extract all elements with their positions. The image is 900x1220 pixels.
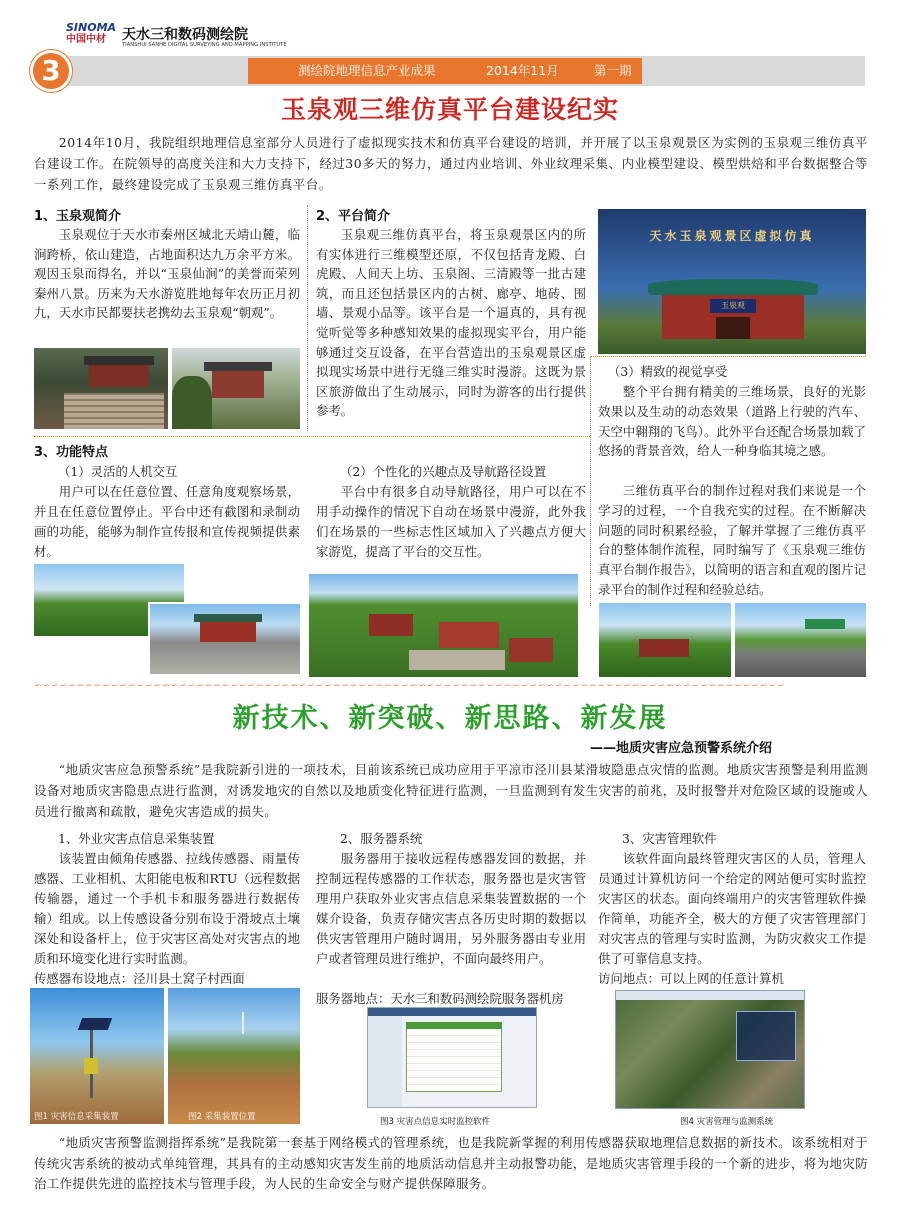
ornament-separator: ∽∽∽∽∽∽∽∽∽∽∽∽∽∽∽∽∽∽∽∽∽∽∽∽∽∽∽∽∽∽∽∽∽∽∽∽∽∽∽∽∽∽∽∽∽∽∽∽∽∽∽∽∽∽∽∽∽∽∽∽∽∽∽∽∽∽∽∽∽∽∽∽∽∽∽∽∽∽∽∽∽∽∽∽∽∽∽∽ [34, 681, 786, 691]
f3-title: （3）精致的视觉享受 [608, 364, 728, 379]
complex-hall-1 [369, 614, 413, 636]
c1-heading: 1、外业灾害点信息采集装置 [58, 831, 215, 846]
tree-shape [172, 376, 212, 429]
sw-titlebar [368, 1008, 537, 1016]
article1-title: 玉泉观三维仿真平台建设纪实 [280, 95, 619, 124]
gis-titlebar [616, 991, 805, 1000]
c2-heading: 2、服务器系统 [340, 831, 423, 846]
gis-panel [736, 1011, 796, 1061]
article2-conclusion: “地质灾害预警监测指挥系统”是我院第一套基于网络模式的管理系统，也是我院新掌握的利用传感器获取地理信息数据的新技术。该系统相对于传统灾害系统的被动式单纯管理，其具有的主动感知灾害发生前的地质活动信息并主动报警功能，是地质灾害管理手段的一个新的进步，将为地灾防治工作提供先进的监控技术与管理手段，为人民的生命安全与财产提供保障服务。 [34, 1135, 868, 1191]
divider-col2 [590, 356, 591, 606]
sw-header-row [406, 1022, 502, 1029]
photo-sensor-device [30, 988, 164, 1124]
gate-plaque: 玉泉观 [710, 299, 756, 313]
screenshot-gis-system [615, 990, 805, 1109]
c2-location: 服务器地点：天水三和数码测绘院服务器机房 [316, 991, 564, 1006]
c3-heading: 3、灾害管理软件 [622, 831, 717, 846]
plaza-gate-shape [200, 620, 256, 642]
virtual-banner-title: 天水玉泉观景区虚拟仿真 [649, 229, 815, 243]
brand-cn: 中国中材 [66, 34, 106, 45]
article2-subtitle: ——地质灾害应急预警系统介绍 [590, 741, 773, 756]
f2-title: （2）个性化的兴趣点及导航路径设置 [340, 464, 547, 479]
c3-text: 该软件面向最终管理灾害区的人员，管理人员通过计算机访问一个给定的网站便可实时监控灾害区的状态。面向终端用户的灾害管理软件操作简单，功能齐全，极大的方便了灾害管理部门对灾害点的管理与实时监测，为防灾救灾工作提供了可靠信息支持。 [598, 851, 866, 966]
temple-roof-shape [84, 356, 154, 365]
photo-sensor-location [168, 988, 300, 1124]
complex-yard [409, 650, 505, 670]
c1-text: 该装置由倾角传感器、拉线传感器、雨量传感器、工业相机、太阳能电板和RTU（远程数据传输器，通过一个手机卡和服务器进行数据传输）组成。以上传感设备分别布设于滑坡点土壤深处和设备杆上，位于灾害区高处对灾害点的地质和环境变化进行实时监测。 [34, 851, 300, 966]
article1-intro: 2014年10月，我院组织地理信息室部分人员进行了虚拟现实技术和仿真平台建设的培训，并开展了以玉泉观景区为实例的玉泉观三维仿真平台建设工作。在院领导的高度关注和大力支持下，经过30多天的努力，通过内业培训、外业纹理采集、内业模型建设、模型烘焙和平台数据整合等一系列工作，最终建设完成了玉泉观三维仿真平台。 [34, 135, 868, 192]
photo-yuquan-stairs [34, 348, 168, 429]
c2-text: 服务器用于接收远程传感器发回的数据，并控制远程传感器的工作状态，服务器也是灾害管理用户获取外业灾害点信息采集装置数据的一个媒介设备，负责存储灾害点各历史时期的数据以供灾害管理用户随时调用，另外服务器由专业用户或者管理员进行维护，不面向最终用户。 [316, 851, 586, 966]
org-name: 天水三和数码测绘院 [122, 27, 248, 43]
fig3-caption: 图3 灾害点信息实时监控软件 [380, 1117, 491, 1127]
fig4-caption: 图4 灾害管理与监测系统 [680, 1117, 774, 1127]
pavilion-shape [212, 368, 264, 398]
s2-heading: 2、平台简介 [316, 209, 391, 224]
banner-date: 2014年11月 [486, 63, 559, 78]
divider-h-s3 [34, 436, 590, 437]
article2-title: 新技术、新突破、新思路、新发展 [232, 703, 668, 734]
photo-virtual-gate [598, 209, 866, 354]
gate-door-shape [716, 317, 750, 339]
photo-yuquan-courtyard [172, 348, 300, 429]
brand-en: SINOMA [66, 21, 117, 34]
c3-location: 访问地点：可以上网的任意计算机 [598, 971, 784, 986]
header [0, 0, 900, 56]
complex-hall-2 [439, 622, 499, 648]
f2-text: 平台中有很多自动导航路径，用户可以在不用手动操作的情况下自动在场景中漫游，此外我们在场景的一些标志性区域加入了兴趣点方便大家游览，提高了平台的交互性。 [316, 484, 586, 559]
photo-3d-road [735, 603, 866, 677]
plaza-gate-roof [194, 614, 262, 622]
banner-title-group [248, 58, 642, 84]
road-sign-shape [805, 619, 845, 629]
gate-roof-shape [648, 279, 818, 295]
f1-title: （1）灵活的人机交互 [58, 464, 178, 479]
marker-pole [242, 1012, 244, 1034]
banner-title: 测绘院地理信息产业成果 [298, 63, 436, 78]
article2-intro: “地质灾害应急预警系统”是我院新引进的一项技术，目前该系统已成功应用于平凉市泾川县某滑坡隐患点灾情的监测。地质灾害预警是利用监测设备对地质灾害隐患点进行监测，对诱发地灾的自然以及地质变化特征进行监测，一旦监测到有发生灾害的前兆，及时报警并对危险区域的设施或人员进行撤离和疏散，避免灾害造成的损失。 [34, 762, 868, 819]
sinoma-logo [66, 22, 118, 50]
divider-col1 [307, 205, 308, 431]
sensor-box [84, 1058, 98, 1074]
f3-text: 整个平台拥有精美的三维场景，良好的光影效果以及生动的动态效果（道路上行驶的汽车、天空中翱翔的飞鸟）。此外平台还配合场景加载了悠扬的背景音效，给人一种身临其境之感。 [598, 384, 866, 459]
stairs-shape [64, 393, 164, 429]
screenshot-monitoring-software [367, 1007, 537, 1108]
temple-wall-shape [89, 363, 149, 387]
photo-3d-plaza [148, 602, 302, 676]
s1-heading: 1、玉泉观简介 [34, 209, 122, 224]
solar-panel [78, 1018, 112, 1030]
photo-3d-hill-temple [599, 603, 731, 677]
f1-text: 用户可以在任意位置、任意角度观察场景，并且在任意位置停止。平台中还有截图和录制动画的功能，能够为制作宣传报和宣传视频提供素材。 [34, 484, 300, 559]
pavilion-roof [204, 362, 272, 371]
s3-heading: 3、功能特点 [34, 445, 109, 460]
s1-text: 玉泉观位于天水市秦州区城北天靖山麓，临涧跨桥，依山建造，占地面积达九万余平方米。观因玉泉而得名，并以“玉泉仙涧”的美誉而荣列秦州八景。历来为天水游览胜地每年农历正月初九，天水市民都要扶老携幼去玉泉观“朝观”。 [34, 227, 300, 321]
photo-3d-temple-complex [309, 574, 578, 677]
divider-h-right [590, 356, 866, 357]
s2-text: 玉泉观三维仿真平台，将玉泉观景区内的所有实体进行三维模型还原，不仅包括青龙殿、白虎殿、人间天上坊、玉泉阁、三清殿等一批古建筑，而且还包括景区内的古树、廊亭、地砖、围墙、景观小品等。该平台是一个逼真的，具有视觉听觉等多种感知效果的虚拟现实平台，用户能够通过交互设备，在平台营造出的玉泉观景区虚拟现实场景中进行无缝三维实时漫游。这既为景区旅游做出了生动展示，同时为游客的出行提供参考。 [316, 227, 586, 419]
fig2-caption: 图2 采集装置位置 [188, 1112, 256, 1122]
fig1-caption: 图1 灾害信息采集装置 [34, 1112, 119, 1122]
page-number: 3 [41, 54, 61, 87]
conclusion-1: 三维仿真平台的制作过程对我们来说是一个学习的过程，一个自我充实的过程。在不断解决问题的同时积累经验，了解并掌握了三维仿真平台的整体制作流程，同时编写了《玉泉观三维仿真平台制作报告》，以简明的语言和直观的图片记录平台的制作过程和经验总结。 [598, 483, 866, 597]
hill-temple-shape [639, 639, 689, 657]
org-name-en: TIANSHUI SANHE DIGITAL SURVEYING AND MAPPING INSTITUTE [122, 42, 287, 48]
sw-sidebar [368, 1016, 402, 1108]
c1-location: 传感器布设地点：泾川县土窝子村西面 [34, 971, 245, 986]
complex-hall-3 [509, 638, 553, 662]
sw-table [406, 1022, 502, 1092]
banner-issue: 第一期 [594, 63, 632, 78]
